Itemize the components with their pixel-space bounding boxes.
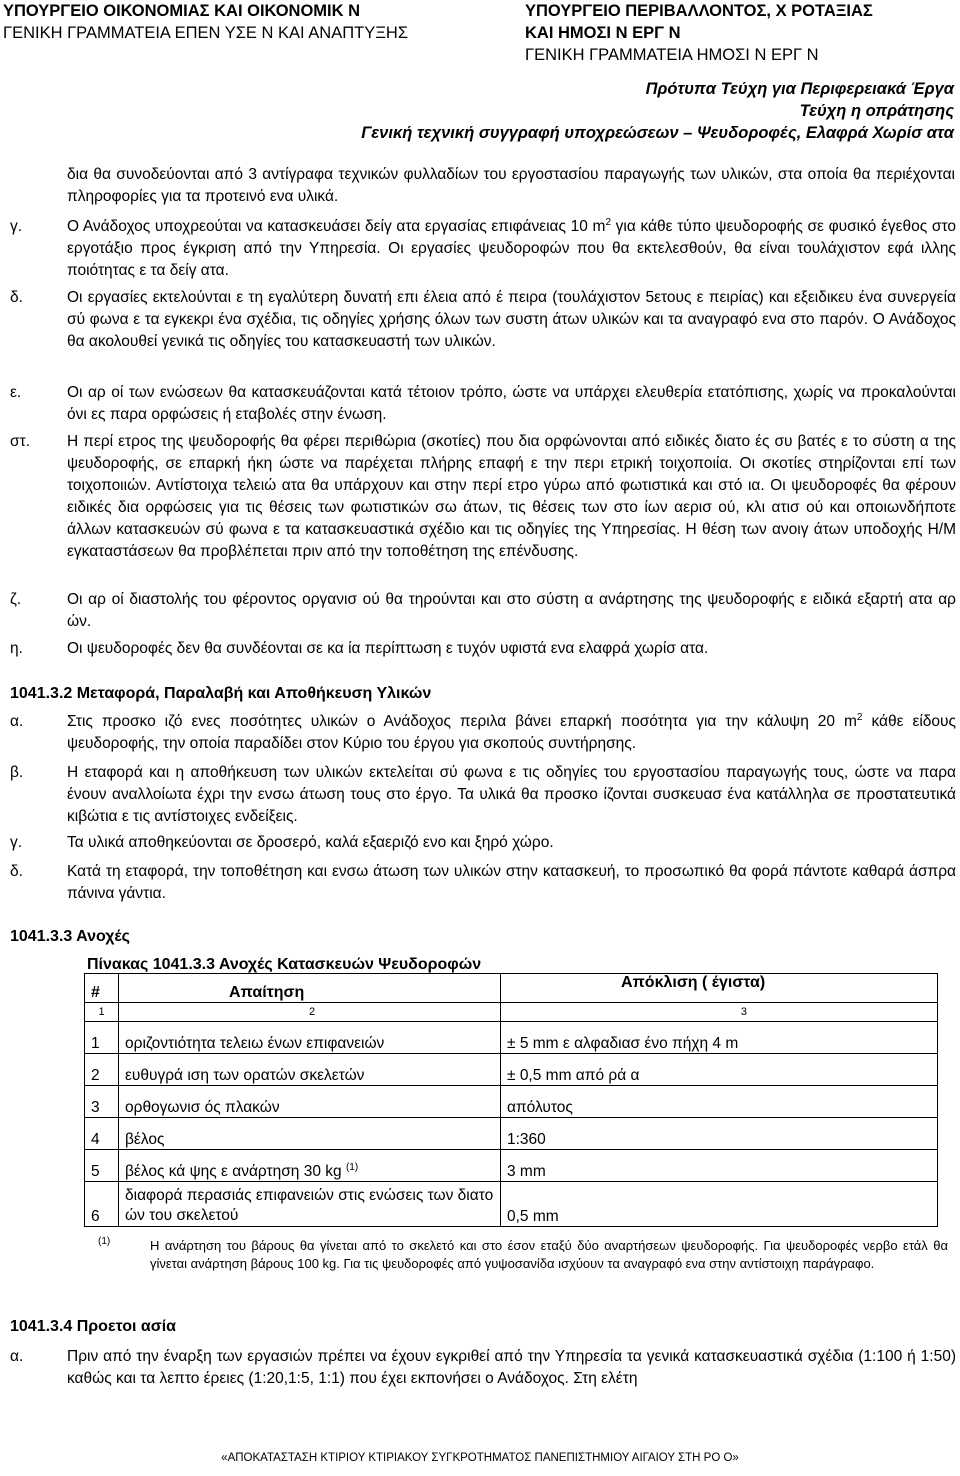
table-row xyxy=(85,1086,938,1118)
row-tolerance: ± 0,5 mm από ρά α xyxy=(501,1054,938,1086)
item-label: στ. xyxy=(10,433,30,450)
list-item xyxy=(10,762,956,828)
row-number: 6 xyxy=(85,1182,119,1227)
ministry-right-subtitle: ΓΕΝΙΚΗ ΓΡΑΜΜΑΤΕΙΑ ΗΜΟΣΙ Ν ΕΡΓ Ν xyxy=(525,46,819,64)
page-footer: «ΑΠΟΚΑΤΑΣΤΑΣΗ ΚΤΙΡΙΟΥ ΚΤΙΡΙΑΚΟΥ ΣΥΓΚΡΟΤΗΜΑΤΟΣ ΠΑΝΕΠΙΣΤΗΜΙΟΥ ΑΙΓΑΙΟΥ ΣΤΗ ΡΟ Ο» xyxy=(221,1452,739,1464)
row-number: 4 xyxy=(85,1118,119,1150)
item-label: α. xyxy=(10,1348,24,1365)
ministry-left-subtitle: ΓΕΝΙΚΗ ΓΡΑΜΜΑΤΕΙΑ ΕΠΕΝ ΥΣΕ Ν ΚΑΙ ΑΝΑΠΤΥΞΗΣ xyxy=(3,24,409,42)
header-left xyxy=(3,0,408,44)
list-item xyxy=(10,431,956,563)
row-requirement: βέλος κά ψης ε ανάρτηση 30 kg $^{(1)}$ xyxy=(119,1150,501,1182)
column-number: 2 xyxy=(119,1003,501,1022)
list-item xyxy=(10,589,956,633)
item-text: Οι ψευδοροφές δεν θα συνδέονται σε κα ία περίπτωση ε τυχόν υφιστά ενα ελαφρά χωρίσ ατα. xyxy=(67,640,709,657)
item-text: Οι αρ οί των ενώσεων θα κατασκευάζονται κατά τέτοιον τρόπο, ώστε να υπάρχει ελευθερία ετατόπισης, χωρίς να προκαλούνται όνι ες παρα ορφώσεις ή εταβολές στην ένωση. xyxy=(67,384,956,423)
item-label: β. xyxy=(10,764,24,781)
list-item xyxy=(10,711,956,755)
table-row xyxy=(85,1118,938,1150)
table-footnote xyxy=(98,1237,948,1273)
item-label: η. xyxy=(10,640,23,657)
subheader-line-1: Πρότυπα Τεύχη για Περιφερειακά Έργα xyxy=(645,80,954,98)
ministry-right-title: ΥΠΟΥΡΓΕΙΟ ΠΕΡΙΒΑΛΛΟΝΤΟΣ, Χ ΡΟΤΑΞΙΑΣ xyxy=(525,2,873,20)
item-label: δ. xyxy=(10,863,23,880)
footnote-text: Η ανάρτηση του βάρους θα γίνεται από το σκελετό και στο έσον εταξύ δύο αναρτήσεων ψευδοροφής. Για ψευδοροφές νερβο ετάλ θα γίνεται ανάρτηση βάρους 100 kg. Για τις ψευδοροφές από γυψοσανίδα ισχύουν τα αναγραφό ενα στην αντίστοιχη παράγραφο. xyxy=(150,1238,948,1271)
list-item xyxy=(10,861,956,905)
item-label: γ. xyxy=(10,834,23,851)
item-label: ε. xyxy=(10,384,22,401)
row-tolerance: απόλυτος xyxy=(501,1086,938,1118)
column-number: 3 xyxy=(501,1003,938,1022)
row-requirement: διαφορά περασιάς επιφανειών στις ενώσεις των διατο ών του σκελετού xyxy=(119,1182,501,1227)
list-item xyxy=(10,1346,956,1390)
table-row xyxy=(85,1182,938,1227)
list-item xyxy=(10,287,956,353)
item-text: Τα υλικά αποθηκεύονται σε δροσερό, καλά εξαεριζό ενο και ξηρό χώρο. xyxy=(67,834,554,851)
item-text: Οι εργασίες εκτελούνται ε τη εγαλύτερη δυνατή επι έλεια από έ πειρα (τουλάχιστον 5ετους ε πειρίας) και εξειδικευ ένα συνεργεία σύ φωνα ε τα εγκεκρι ένα σχέδια, τις οδηγίες χρήσης όλων των συστη άτων υλικών και τα αναγραφό ενα στο παρόν. Ο Ανάδοχος θα ακολουθεί γενικά τις οδηγίες του κατασκευαστή των υλικών. xyxy=(67,289,956,350)
ministry-right-title-2: ΚΑΙ ΗΜΟΣΙ Ν ΕΡΓ Ν xyxy=(525,24,681,42)
section-heading-transport: 1041.3.2 Μεταφορά, Παραλαβή και Αποθήκευση Υλικών xyxy=(10,685,432,702)
row-requirement: ορθογωνισ ός πλακών xyxy=(119,1086,501,1118)
table-row xyxy=(85,1022,938,1054)
item-text: Κατά τη εταφορά, την τοποθέτηση και ενσω άτωση των υλικών στην κατασκευή, το προσωπικό θα φορά πάντοτε καθαρά άσπρα πάνινα γάντια. xyxy=(67,863,956,902)
subheader-line-2: Τεύχη η οπράτησης xyxy=(799,102,954,120)
column-header: Απαίτηση xyxy=(119,974,501,1003)
list-item xyxy=(10,832,956,854)
table-header-row xyxy=(85,974,938,1003)
table-row xyxy=(85,1150,938,1182)
row-tolerance: ± 5 mm ε αλφαδιασ ένο πήχη 4 m xyxy=(501,1022,938,1054)
item-label: α. xyxy=(10,713,24,730)
item-text: Η εταφορά και η αποθήκευση των υλικών εκτελείται σύ φωνα ε τις οδηγίες του εργοστασίου παραγωγής τους, ώστε να παρα ένουν αναλλοίωτα έχρι την ενσω άτωση τους στο έργο. Τα υλικά θα προσκο ίζονται συσκευασ ένα κατάλληλα σε προστατευτικά κιβώτια ε τις αντίστοιχες ενδείξεις. xyxy=(67,764,956,825)
row-tolerance: 0,5 mm xyxy=(501,1182,938,1227)
list-item xyxy=(10,216,956,282)
header-right xyxy=(525,0,873,66)
table-row xyxy=(85,1054,938,1086)
intro-paragraph: δια θα συνοδεύονται από 3 αντίγραφα τεχνικών φυλλαδίων του εργοστασίου παραγωγής των υλικών, στα οποία θα περιέχονται πληροφορίες για τα προτεινό ενα υλικά. xyxy=(67,166,955,205)
table-caption: Πίνακας 1041.3.3 Ανοχές Κατασκευών Ψευδοροφών xyxy=(87,956,482,973)
tolerances-table xyxy=(84,973,938,1227)
item-label: δ. xyxy=(10,289,23,306)
row-tolerance: 1:360 xyxy=(501,1118,938,1150)
ministry-left-title: ΥΠΟΥΡΓΕΙΟ ΟΙΚΟΝΟΜΙΑΣ ΚΑΙ ΟΙΚΟΝΟΜΙΚ Ν xyxy=(3,2,361,20)
row-number: 5 xyxy=(85,1150,119,1182)
column-number: 1 xyxy=(85,1003,119,1022)
item-text: Στις προσκο ιζό ενες ποσότητες υλικών ο Ανάδοχος περιλα βάνει επαρκή ποσότητα για την κάλυψη 20 $m^2$ κάθε είδους ψευδοροφής, την οποία παραδίδει στον Κύριο του έργου για σκοπούς συντήρησης. xyxy=(67,711,956,752)
column-header: Απόκλιση ( έγιστα) xyxy=(501,974,938,1003)
item-text: Οι αρ οί διαστολής του φέροντος οργανισ ού θα τηρούνται και στο σύστη α ανάρτησης της ψευδοροφής ε ειδικά εξαρτή ατα αρ ών. xyxy=(67,591,956,630)
row-number: 1 xyxy=(85,1022,119,1054)
row-number: 2 xyxy=(85,1054,119,1086)
item-label: ζ. xyxy=(10,591,22,608)
row-requirement: βέλος xyxy=(119,1118,501,1150)
list-item xyxy=(10,382,956,426)
subheader-line-3: Γενική τεχνική συγγραφή υποχρεώσεων – Ψευδοροφές, Ελαφρά Χωρίσ ατα xyxy=(361,124,954,142)
column-header: # xyxy=(85,974,119,1003)
document-subheader xyxy=(361,78,954,144)
row-tolerance: 3 mm xyxy=(501,1150,938,1182)
list-item xyxy=(10,638,956,660)
item-text: Ο Ανάδοχος υποχρεούται να κατασκευάσει δείγ ατα εργασίας επιφάνειας 10 $m^2$ για κάθε τύπο ψευδοροφής σε φυσικό έγεθος στο εργοτάξιο προς έγκριση από την Υπηρεσία. Οι εργασίες ψευδοροφών που θα εκτελεσθούν, θα είναι τουλάχιστον εφά ιλλης ποιότητας ε τα δείγ ατα. xyxy=(67,216,956,279)
section-heading-preparation: 1041.3.4 Προετοι ασία xyxy=(10,1318,176,1335)
item-text: Η περί ετρος της ψευδοροφής θα φέρει περιθώρια (σκοτίες) που δια ορφώνονται από ειδικές διατο ές συ βατές ε το σύστη α της ψευδοροφής, σε επαρκή ήκη ώστε να παρέχεται πλήρης επαφή ε την περι ετρική τοιχοποιία. Οι σκοτίες στηρίζονται επί των τοιχοποιιών. Αντίστοιχα τελειώ ατα θα υπάρχουν και στην περί ετρο γύρω από φωτιστικά και στό ια. Οι ψευδοροφές θα φέρουν ειδικές δια ορφώσεις για τις θέσεις των φωτιστικών σω άτων, τις θέσεις των στο ίων αερισ ού, κλι ατισ ού και οποιωνδήποτε άλλων κατασκευών σύ φωνα ε τα κατασκευαστικά σχέδιο και τις οδηγίες της Υπηρεσίας. Η θέση των ανοιγ άτων υποδοχής Η/Μ εγκαταστάσεων θα προβλέπεται πριν από την τοποθέτηση της επένδυσης. xyxy=(67,433,956,560)
item-text: Πριν από την έναρξη των εργασιών πρέπει να έχουν εγκριθεί από την Υπηρεσία τα γενικά κατασκευαστικά σχέδια (1:100 ή 1:50) καθώς και τα λεπτο έρειες (1:20,1:5, 1:1) που έχει εκπονήσει ο Ανάδοχος. Στη ελέτη xyxy=(67,1348,956,1387)
row-requirement: οριζοντιότητα τελειω ένων επιφανειών xyxy=(119,1022,501,1054)
row-requirement: ευθυγρά ιση των ορατών σκελετών xyxy=(119,1054,501,1086)
item-label: γ. xyxy=(10,218,23,235)
footnote-mark: (1) xyxy=(98,1236,111,1247)
row-number: 3 xyxy=(85,1086,119,1118)
table-number-row xyxy=(85,1003,938,1022)
section-heading-tolerances: 1041.3.3 Ανοχές xyxy=(10,928,130,945)
